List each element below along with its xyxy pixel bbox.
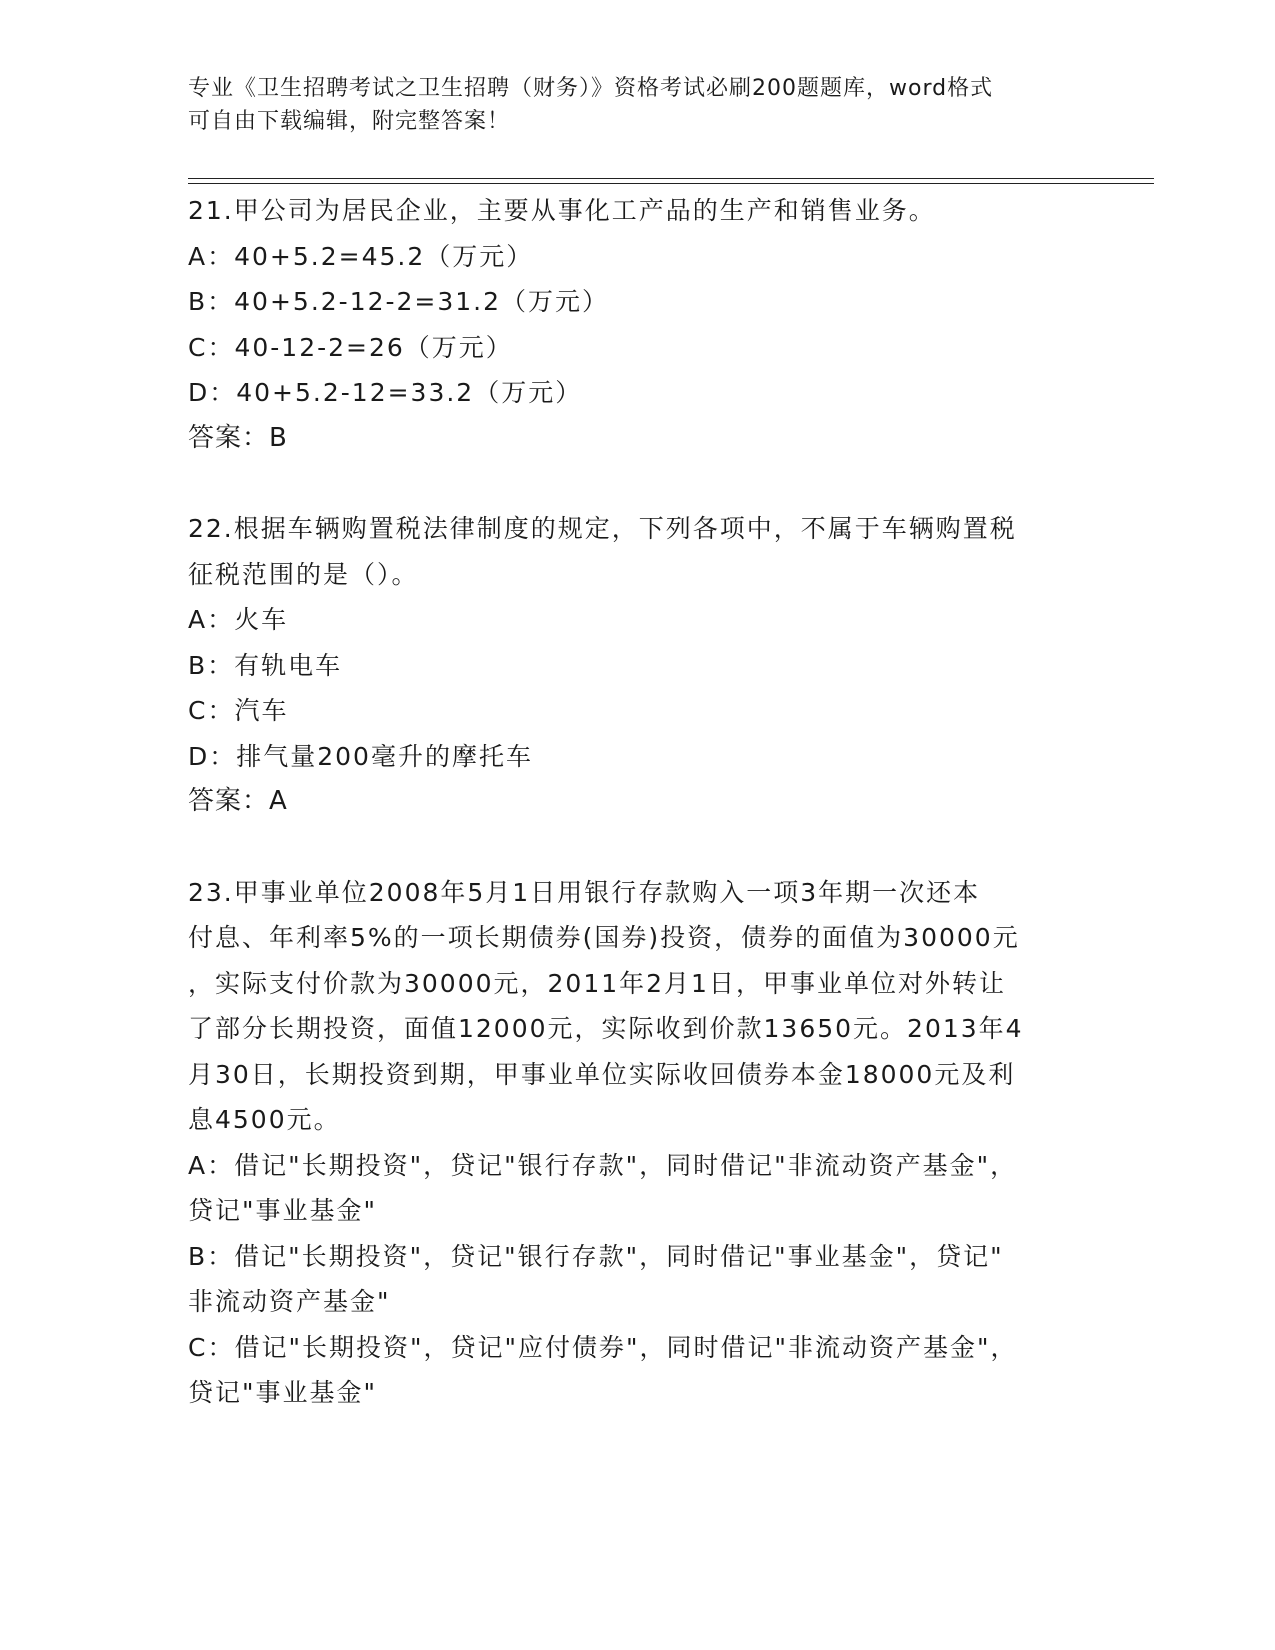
option-b: B：40+5.2-12-2=31.2（万元） bbox=[188, 287, 610, 316]
question-stem-line-1: 23.甲事业单位2008年5月1日用银行存款购入一项3年期一次还本 bbox=[188, 877, 981, 907]
question-list bbox=[188, 188, 1088, 1416]
question-stem-line-2: 征税范围的是（）。 bbox=[188, 559, 419, 589]
question-stem-line-3: ，实际支付价款为30000元，2011年2月1日，甲事业单位对外转让 bbox=[188, 968, 1006, 998]
option-a: A：火车 bbox=[188, 605, 289, 634]
question-spacer bbox=[188, 461, 1088, 506]
question-21 bbox=[188, 188, 1088, 461]
question-22 bbox=[188, 506, 1088, 825]
option-b: B：有轨电车 bbox=[188, 650, 343, 680]
question-stem-line-5: 月30日，长期投资到期，甲事业单位实际收回债券本金18000元及利 bbox=[188, 1059, 1016, 1089]
question-stem-line-2: 付息、年利率5%的一项长期债券(国券)投资，债券的面值为30000元 bbox=[188, 923, 1020, 952]
option-c: C：40-12-2=26（万元） bbox=[188, 332, 513, 362]
question-stem-line-4: 了部分长期投资，面值12000元，实际收到价款13650元。2013年4 bbox=[188, 1014, 1024, 1043]
option-a-line-2: 贷记"事业基金" bbox=[188, 1196, 377, 1225]
option-a: A：40+5.2=45.2（万元） bbox=[188, 241, 534, 271]
document-header bbox=[188, 72, 1068, 138]
option-b-line-1: B：借记"长期投资"，贷记"银行存款"，同时借记"事业基金"，贷记" bbox=[188, 1241, 1004, 1271]
option-c-line-1: C：借记"长期投资"，贷记"应付债券"，同时借记"非流动资产基金"， bbox=[188, 1332, 1018, 1362]
option-c-line-2: 贷记"事业基金" bbox=[188, 1378, 377, 1407]
option-d: D：排气量200毫升的摩托车 bbox=[188, 741, 533, 771]
question-stem: 21.甲公司为居民企业，主要从事化工产品的生产和销售业务。 bbox=[188, 196, 936, 225]
option-d: D：40+5.2-12=33.2（万元） bbox=[188, 378, 583, 407]
header-line-1: 专业《卫生招聘考试之卫生招聘（财务）》资格考试必刷200题题库，word格式 bbox=[188, 76, 994, 101]
answer: 答案：B bbox=[188, 422, 288, 453]
header-line-2: 可自由下载编辑，附完整答案！ bbox=[188, 109, 511, 134]
option-a-line-1: A：借记"长期投资"，贷记"银行存款"，同时借记"非流动资产基金"， bbox=[188, 1150, 1018, 1180]
answer: 答案：A bbox=[188, 786, 288, 816]
header-divider-bottom bbox=[188, 183, 1154, 184]
option-c: C：汽车 bbox=[188, 696, 289, 725]
question-23 bbox=[188, 870, 1088, 1416]
question-spacer bbox=[188, 825, 1088, 870]
question-stem-line-6: 息4500元。 bbox=[188, 1105, 341, 1134]
header-divider-top bbox=[188, 178, 1154, 179]
option-b-line-2: 非流动资产基金" bbox=[188, 1287, 391, 1316]
question-stem-line-1: 22.根据车辆购置税法律制度的规定，下列各项中，不属于车辆购置税 bbox=[188, 514, 1017, 543]
